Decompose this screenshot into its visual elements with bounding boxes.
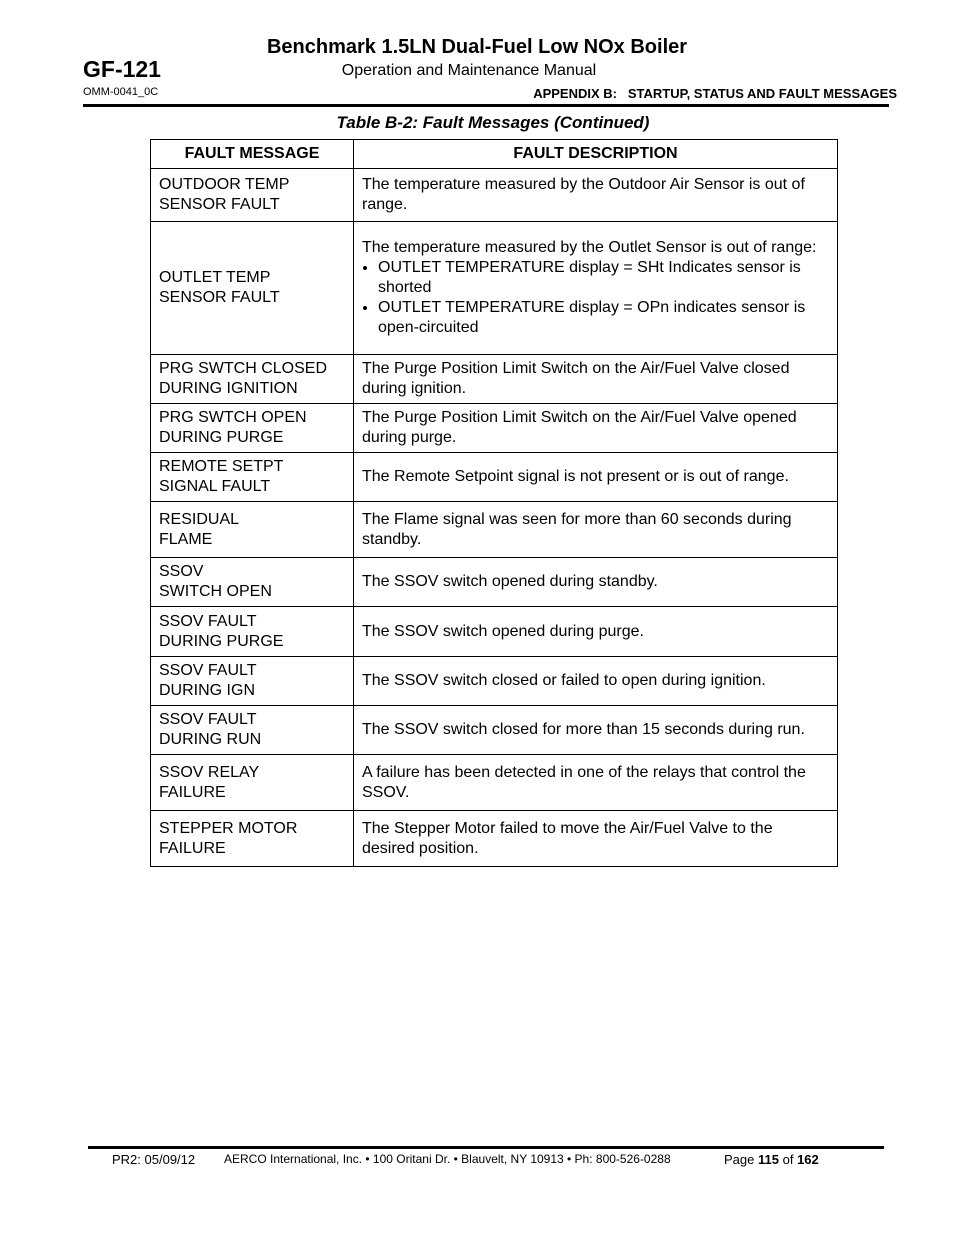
page-number [724,1152,819,1167]
fault-description: The SSOV switch opened during purge. [354,607,838,657]
fault-message: STEPPER MOTOR FAILURE [151,811,354,867]
fault-message: PRG SWTCH OPEN DURING PURGE [151,404,354,453]
fault-description: The SSOV switch closed for more than 15 seconds during run. [354,706,838,755]
fault-description: The Flame signal was seen for more than 60 seconds during standby. [354,502,838,558]
header-rule [83,104,889,107]
fault-description: The Purge Position Limit Switch on the Air/Fuel Valve closed during ignition. [354,355,838,404]
bullet-item: • OUTLET TEMPERATURE display = SHt Indicates sensor is shorted [378,258,829,298]
fault-message: SSOV FAULT DURING RUN [151,706,354,755]
page-prefix: Page [724,1152,755,1167]
doc-number: OMM-0041_0C [83,86,159,98]
revision-date: PR2: 05/09/12 [112,1152,196,1167]
table-row [151,404,838,453]
table-row [151,811,838,867]
page-total: 162 [797,1152,819,1167]
fault-message: PRG SWTCH CLOSED DURING IGNITION [151,355,354,404]
fault-message: REMOTE SETPT SIGNAL FAULT [151,453,354,502]
table-row [151,558,838,607]
fault-description: The temperature measured by the Outdoor Air Sensor is out of range. [354,169,838,222]
fault-message: SSOV FAULT DURING PURGE [151,607,354,657]
table-row [151,453,838,502]
page-of: of [782,1152,794,1167]
fault-description: A failure has been detected in one of the relays that control the SSOV. [354,755,838,811]
fault-message: SSOV SWITCH OPEN [151,558,354,607]
fault-message: RESIDUAL FLAME [151,502,354,558]
fault-description: The SSOV switch closed or failed to open during ignition. [354,657,838,706]
table-row [151,502,838,558]
table-row [151,657,838,706]
table-row [151,706,838,755]
fault-description: The Purge Position Limit Switch on the Air/Fuel Valve opened during purge. [354,404,838,453]
table-row [151,222,838,355]
fault-description: The Remote Setpoint signal is not present or is out of range. [354,453,838,502]
fault-description: The Stepper Motor failed to move the Air/Fuel Valve to the desired position. [354,811,838,867]
column-header-message: FAULT MESSAGE [151,140,354,169]
fault-message: OUTDOOR TEMP SENSOR FAULT [151,169,354,222]
company-info: AERCO International, Inc. • 100 Oritani Dr. • Blauvelt, NY 10913 • Ph: 800-526-0288 [224,1152,671,1166]
table-header-row [151,140,838,169]
fault-messages-table [150,139,838,867]
column-header-description: FAULT DESCRIPTION [354,140,838,169]
table-title: Table B-2: Fault Messages (Continued) [336,113,650,132]
document-title: Benchmark 1.5LN Dual-Fuel Low NOx Boiler [266,36,688,58]
footer-rule [88,1146,884,1149]
fault-message: OUTLET TEMP SENSOR FAULT [151,222,354,355]
document-subtitle: Operation and Maintenance Manual [341,62,597,79]
table-row [151,355,838,404]
fault-description: The temperature measured by the Outlet Sensor is out of range: [362,239,817,256]
fault-message: SSOV RELAY FAILURE [151,755,354,811]
bullet-list [362,258,829,338]
page-current: 115 [758,1152,779,1167]
bullet-item: • OUTLET TEMPERATURE display = OPn indicates sensor is open-circuited [378,298,829,338]
table-row [151,607,838,657]
fault-description-cell [354,222,838,355]
fault-message: SSOV FAULT DURING IGN [151,657,354,706]
table-row [151,169,838,222]
table-row [151,755,838,811]
fault-description: The SSOV switch opened during standby. [354,558,838,607]
appendix-heading: APPENDIX B: STARTUP, STATUS AND FAULT MESSAGES [533,86,897,101]
doc-code: GF-121 [83,56,161,82]
